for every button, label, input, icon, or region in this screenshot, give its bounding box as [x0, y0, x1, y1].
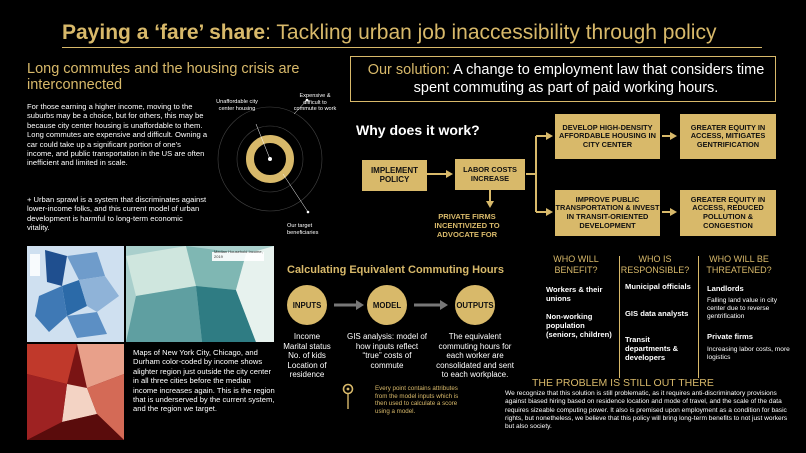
- threatened-item-1-name: Landlords: [707, 284, 744, 293]
- threatened-heading: WHO WILL BE THREATENED?: [706, 254, 772, 275]
- solution-lead: Our solution:: [367, 62, 450, 78]
- model-circle: MODEL: [367, 285, 407, 325]
- private-firms-text: PRIVATE FIRMS INCENTIVIZED TO ADVOCATE FOR: [434, 212, 500, 239]
- inputs-desc: Income Marital status No. of kids Location of residence: [283, 332, 331, 379]
- model-desc: GIS analysis: model of how inputs reflect “true” costs of commute: [346, 332, 428, 370]
- title-rule: [62, 47, 762, 48]
- labor-costs-box: LABOR COSTS INCREASE: [455, 159, 525, 190]
- map-durham-shapes: [27, 344, 124, 440]
- map-caption: Maps of New York City, Chicago, and Durham color-coded by income shows alighter region just outside the city center in all three cities before the median income increases again. This is the region that is underserved by the current system, and the region we target.: [133, 348, 275, 414]
- benefit-heading: WHO WILL BENEFIT?: [553, 254, 599, 275]
- equity-1-box: GREATER EQUITY IN ACCESS, MITIGATES GENTRIFICATION: [680, 114, 776, 159]
- title-rest: : Tackling urban job inaccessibility through policy: [265, 21, 717, 44]
- benefit-item-1: Workers & their unions: [546, 285, 603, 304]
- ring-label-target: Our target beneficiaries: [287, 223, 319, 236]
- benefit-item-2: Non-working population (seniors, children): [546, 312, 612, 340]
- map-chicago-shapes: [126, 246, 274, 342]
- map-nyc-shapes: [27, 246, 124, 342]
- problem-heading: THE PROBLEM IS STILL OUT THERE: [532, 377, 714, 389]
- implement-policy-box: IMPLEMENT POLICY: [362, 160, 427, 191]
- left-heading: Long commutes and the housing crisis are interconnected: [27, 61, 300, 93]
- pin-note: Every point contains attributes from the model inputs which is then used to calculate a score using a model.: [375, 385, 459, 415]
- map-nyc: [27, 246, 124, 342]
- title-bold: Paying a ‘fare’ share: [62, 21, 266, 44]
- outputs-circle: OUTPUTS: [455, 285, 495, 325]
- threatened-item-1-desc: Falling land value in city center due to reverse gentrification: [707, 297, 778, 320]
- col-divider-1: [619, 256, 620, 378]
- calc-arrows: [330, 297, 460, 313]
- ring-label-expensive: Expensive & difficult to commute to work: [293, 93, 337, 113]
- pin-icon: [341, 383, 355, 413]
- inputs-circle: INPUTS: [287, 285, 327, 325]
- map-durham: [27, 344, 124, 440]
- poster-title: [62, 21, 716, 45]
- col-divider-2: [698, 256, 699, 378]
- why-heading: Why does it work?: [356, 122, 480, 138]
- develop-housing-box: DEVELOP HIGH-DENSITY AFFORDABLE HOUSING IN CITY CENTER: [555, 114, 660, 159]
- solution-body: A change to employment law that considers time spent commuting as part of paid working hours.: [413, 62, 765, 96]
- equity-2-box: GREATER EQUITY IN ACCESS, REDUCED POLLUTION & CONGESTION: [680, 190, 776, 236]
- calc-heading: Calculating Equivalent Commuting Hours: [287, 264, 504, 276]
- problem-text: We recognize that this solution is still problematic, as it requires anti-discriminatory provisions against biased hiring based on residence location and mode of travel, and the scale of the data requires sizeable computing power. It also is premised upon employment as a condition for basic rights, but nonetheless, we believe that this policy will bring long-term benefits to not just workers but also society.: [505, 390, 788, 431]
- responsible-item-3: Transit departments & developers: [625, 335, 679, 363]
- map-chicago: [126, 246, 274, 342]
- threatened-item-2-name: Private firms: [707, 332, 754, 341]
- threatened-item-2-desc: Increasing labor costs, more logistics: [707, 346, 790, 361]
- responsible-heading: WHO IS RESPONSIBLE?: [620, 254, 690, 275]
- responsible-item-1: Municipal officials: [625, 282, 691, 291]
- left-para-1: For those earning a higher income, moving to the suburbs may be a choice, but for others, this may be because city center housing is unaffordable to them. Long commutes are expensive and difficult. Owning a car could take up a significant portion of one’s income, and public transportation in the US are often inefficient and limited in scale.: [27, 102, 208, 168]
- responsible-item-2: GIS data analysts: [625, 309, 689, 318]
- map-legend-title: Median Household Income, 2019: [214, 249, 263, 259]
- improve-transit-box: IMPROVE PUBLIC TRANSPORTATION & INVEST IN TRANSIT-ORIENTED DEVELOPMENT: [555, 190, 660, 236]
- left-para-2: + Urban sprawl is a system that discriminates against lower-income folks, and this current model of urban development is harmful to long-term economic vitality.: [27, 195, 207, 233]
- outputs-desc: The equivalent commuting hours for each worker are consolidated and sent to each workplace.: [436, 332, 514, 379]
- solution-text: [356, 61, 776, 97]
- ring-label-unaffordable: Unaffordable city center housing: [216, 99, 258, 112]
